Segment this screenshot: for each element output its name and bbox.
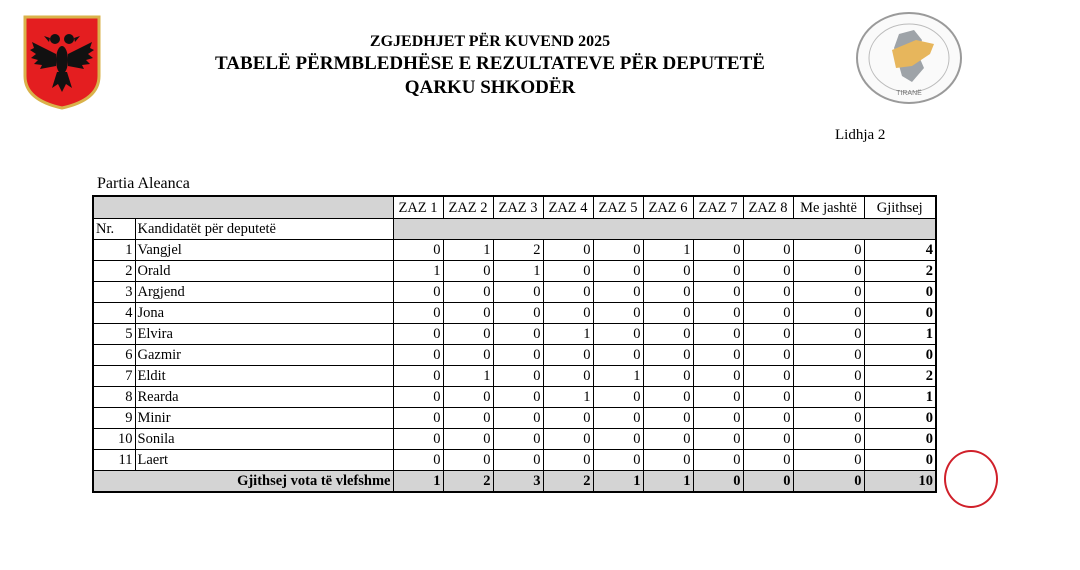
vote-cell: 0 — [643, 408, 693, 429]
vote-cell: 0 — [743, 282, 793, 303]
candidate-number: 2 — [93, 261, 135, 282]
vote-cell: 0 — [493, 450, 543, 471]
vote-cell: 0 — [793, 324, 864, 345]
vote-cell: 0 — [543, 261, 593, 282]
vote-cell: 0 — [593, 324, 643, 345]
candidate-total: 4 — [864, 240, 936, 261]
column-header: Gjithsej — [864, 196, 936, 219]
vote-cell: 0 — [593, 303, 643, 324]
vote-cell: 0 — [543, 345, 593, 366]
candidate-number: 11 — [93, 450, 135, 471]
vote-cell: 0 — [543, 303, 593, 324]
column-header: ZAZ 8 — [743, 196, 793, 219]
header-blank — [93, 196, 393, 219]
party-name: Partia Aleanca — [97, 175, 190, 192]
vote-cell: 0 — [743, 429, 793, 450]
candidates-header: Kandidatët për deputetë — [135, 219, 393, 240]
vote-cell: 0 — [643, 282, 693, 303]
vote-cell: 0 — [793, 282, 864, 303]
vote-cell: 0 — [693, 345, 743, 366]
candidate-number: 6 — [93, 345, 135, 366]
vote-cell: 0 — [543, 408, 593, 429]
vote-cell: 0 — [743, 408, 793, 429]
candidate-number: 9 — [93, 408, 135, 429]
vote-cell: 0 — [793, 450, 864, 471]
column-header: ZAZ 2 — [443, 196, 493, 219]
candidate-row — [93, 429, 936, 450]
vote-cell: 0 — [643, 429, 693, 450]
candidate-number: 4 — [93, 303, 135, 324]
vote-cell: 0 — [443, 429, 493, 450]
vote-cell: 0 — [543, 240, 593, 261]
vote-cell: 0 — [693, 387, 743, 408]
total-cell: 1 — [393, 471, 443, 493]
vote-cell: 0 — [693, 240, 743, 261]
vote-cell: 0 — [593, 282, 643, 303]
annex-label: Lidhja 2 — [835, 127, 886, 143]
vote-cell: 0 — [593, 387, 643, 408]
seal-city-text: TIRANË — [896, 90, 922, 97]
label-row — [93, 219, 936, 240]
vote-cell: 0 — [793, 387, 864, 408]
candidate-name: Gazmir — [135, 345, 393, 366]
vote-cell: 0 — [693, 408, 743, 429]
vote-cell: 0 — [593, 450, 643, 471]
vote-cell: 0 — [743, 450, 793, 471]
candidate-name: Orald — [135, 261, 393, 282]
vote-cell: 0 — [643, 450, 693, 471]
vote-cell: 0 — [693, 324, 743, 345]
vote-cell: 1 — [443, 366, 493, 387]
column-header: ZAZ 4 — [543, 196, 593, 219]
candidate-total: 0 — [864, 345, 936, 366]
candidate-number: 3 — [93, 282, 135, 303]
candidate-row — [93, 261, 936, 282]
table-title: TABELË PËRMBLEDHËSE E REZULTATEVE PËR DEPUTETË — [215, 53, 765, 74]
candidate-name: Laert — [135, 450, 393, 471]
candidate-total: 1 — [864, 324, 936, 345]
document-header — [150, 32, 830, 100]
vote-cell: 0 — [643, 324, 693, 345]
vote-cell: 0 — [443, 324, 493, 345]
candidate-name: Argjend — [135, 282, 393, 303]
vote-cell: 0 — [443, 387, 493, 408]
candidate-number: 8 — [93, 387, 135, 408]
vote-cell: 0 — [493, 366, 543, 387]
total-row — [93, 471, 936, 493]
vote-cell: 0 — [743, 345, 793, 366]
candidate-row — [93, 303, 936, 324]
vote-cell: 1 — [543, 387, 593, 408]
vote-cell: 0 — [793, 429, 864, 450]
total-cell: 0 — [743, 471, 793, 493]
vote-cell: 0 — [493, 429, 543, 450]
vote-cell: 0 — [393, 240, 443, 261]
candidate-total: 0 — [864, 450, 936, 471]
vote-cell: 0 — [593, 429, 643, 450]
vote-cell: 0 — [543, 282, 593, 303]
nr-header: Nr. — [93, 219, 135, 240]
vote-cell: 0 — [393, 282, 443, 303]
vote-cell: 0 — [693, 303, 743, 324]
label-row-blank — [393, 219, 936, 240]
vote-cell: 2 — [493, 240, 543, 261]
candidate-total: 0 — [864, 282, 936, 303]
vote-cell: 0 — [693, 450, 743, 471]
vote-cell: 0 — [493, 303, 543, 324]
total-label: Gjithsej vota të vlefshme — [93, 471, 393, 493]
grand-total: 10 — [864, 471, 936, 493]
candidate-total: 0 — [864, 303, 936, 324]
vote-cell: 0 — [643, 303, 693, 324]
candidate-total: 0 — [864, 429, 936, 450]
vote-cell: 0 — [643, 366, 693, 387]
column-header: ZAZ 6 — [643, 196, 693, 219]
vote-cell: 0 — [393, 429, 443, 450]
candidate-number: 7 — [93, 366, 135, 387]
albania-emblem-icon — [22, 14, 102, 110]
vote-cell: 0 — [743, 387, 793, 408]
vote-cell: 0 — [793, 303, 864, 324]
total-cell: 0 — [693, 471, 743, 493]
candidate-row — [93, 240, 936, 261]
vote-cell: 0 — [393, 408, 443, 429]
vote-cell: 0 — [743, 303, 793, 324]
candidate-name: Rearda — [135, 387, 393, 408]
vote-cell: 0 — [543, 450, 593, 471]
vote-cell: 0 — [493, 387, 543, 408]
vote-cell: 0 — [443, 261, 493, 282]
vote-cell: 0 — [693, 282, 743, 303]
vote-cell: 0 — [493, 345, 543, 366]
vote-cell: 1 — [643, 240, 693, 261]
vote-cell: 1 — [543, 324, 593, 345]
vote-cell: 0 — [593, 408, 643, 429]
vote-cell: 0 — [393, 366, 443, 387]
vote-cell: 0 — [393, 387, 443, 408]
column-header: ZAZ 3 — [493, 196, 543, 219]
vote-cell: 0 — [643, 387, 693, 408]
cec-seal-icon — [854, 10, 964, 106]
candidate-total: 2 — [864, 366, 936, 387]
region-title: QARKU SHKODËR — [404, 77, 576, 98]
vote-cell: 0 — [593, 240, 643, 261]
vote-cell: 0 — [793, 261, 864, 282]
vote-cell: 0 — [493, 282, 543, 303]
vote-cell: 0 — [743, 240, 793, 261]
vote-cell: 0 — [793, 408, 864, 429]
total-cell: 2 — [443, 471, 493, 493]
total-cell: 3 — [493, 471, 543, 493]
vote-cell: 0 — [793, 366, 864, 387]
vote-cell: 0 — [593, 261, 643, 282]
vote-cell: 0 — [693, 429, 743, 450]
total-cell: 1 — [593, 471, 643, 493]
election-title: ZGJEDHJET PËR KUVEND 2025 — [369, 33, 611, 50]
vote-cell: 0 — [393, 450, 443, 471]
vote-cell: 1 — [593, 366, 643, 387]
vote-cell: 0 — [443, 282, 493, 303]
vote-cell: 0 — [393, 303, 443, 324]
candidate-row — [93, 324, 936, 345]
candidate-name: Elvira — [135, 324, 393, 345]
vote-cell: 0 — [693, 366, 743, 387]
vote-cell: 0 — [593, 345, 643, 366]
vote-cell: 0 — [793, 345, 864, 366]
column-header-row — [93, 196, 936, 219]
candidate-name: Sonila — [135, 429, 393, 450]
vote-cell: 0 — [793, 240, 864, 261]
vote-cell: 0 — [643, 261, 693, 282]
candidate-name: Vangjel — [135, 240, 393, 261]
results-table — [92, 195, 937, 493]
vote-cell: 0 — [643, 345, 693, 366]
candidate-number: 10 — [93, 429, 135, 450]
vote-cell: 0 — [693, 261, 743, 282]
total-cell: 2 — [543, 471, 593, 493]
candidate-row — [93, 366, 936, 387]
vote-cell: 0 — [443, 303, 493, 324]
vote-cell: 0 — [743, 324, 793, 345]
vote-cell: 0 — [493, 408, 543, 429]
candidate-number: 1 — [93, 240, 135, 261]
candidate-row — [93, 408, 936, 429]
candidate-total: 1 — [864, 387, 936, 408]
total-cell: 1 — [643, 471, 693, 493]
vote-cell: 0 — [393, 345, 443, 366]
vote-cell: 0 — [443, 408, 493, 429]
candidate-name: Eldit — [135, 366, 393, 387]
candidate-total: 2 — [864, 261, 936, 282]
vote-cell: 1 — [393, 261, 443, 282]
candidate-row — [93, 387, 936, 408]
vote-cell: 0 — [493, 324, 543, 345]
total-cell: 0 — [793, 471, 864, 493]
vote-cell: 1 — [493, 261, 543, 282]
column-header: ZAZ 5 — [593, 196, 643, 219]
candidate-number: 5 — [93, 324, 135, 345]
vote-cell: 0 — [543, 366, 593, 387]
column-header: Me jashtë — [793, 196, 864, 219]
vote-cell: 0 — [443, 450, 493, 471]
vote-cell: 1 — [443, 240, 493, 261]
vote-cell: 0 — [543, 429, 593, 450]
vote-cell: 0 — [743, 366, 793, 387]
candidate-row — [93, 345, 936, 366]
vote-cell: 0 — [743, 261, 793, 282]
candidate-name: Minir — [135, 408, 393, 429]
candidate-row — [93, 282, 936, 303]
candidate-name: Jona — [135, 303, 393, 324]
highlight-circle — [944, 450, 998, 508]
candidate-row — [93, 450, 936, 471]
column-header: ZAZ 1 — [393, 196, 443, 219]
column-header: ZAZ 7 — [693, 196, 743, 219]
candidate-total: 0 — [864, 408, 936, 429]
vote-cell: 0 — [393, 324, 443, 345]
vote-cell: 0 — [443, 345, 493, 366]
